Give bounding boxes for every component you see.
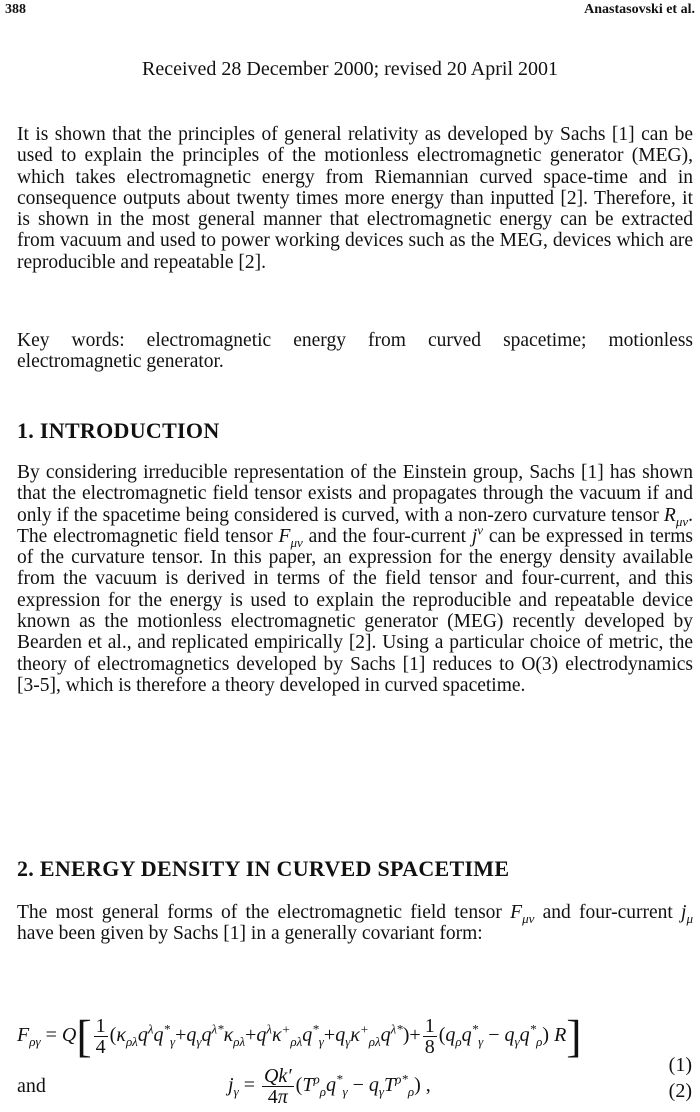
energy-text-3: have been given by Sachs [1] in a generally covariant form: <box>17 923 483 945</box>
intro-text-2: . The electromagnetic field tensor <box>17 504 693 547</box>
energy-text-1: The most general forms of the electromagnetic field tensor <box>17 902 511 923</box>
received-dates: Received 28 December 2000; revised 20 April 2001 <box>142 58 558 80</box>
and-connector: and <box>17 1075 46 1097</box>
page-number: 388 <box>5 2 26 17</box>
energy-text-2: and four-current <box>534 902 682 923</box>
equation-2-expression: $j_\gamma$ = $\frac{Qk'}{4\pi}$ $(T^\rho_\rho q^*_\gamma - q_\gamma T^{\rho*}_\rho)$ , <box>228 1065 431 1108</box>
abstract-paragraph: It is shown that the principles of general relativity as developed by Sachs [1] can be used to explain the principles of the motionless electromagnetic generator (MEG), which takes electromagnetic energy from Riemannian curved space-time and in consequence outputs about twenty times more energy than inputted [2]. Therefore, it is shown in the most general manner that electromagnetic energy can be extracted from vacuum and used to power working devices such as the MEG, devices which are reproducible and repeatable [2]. <box>17 124 693 273</box>
introduction-paragraph <box>17 462 693 696</box>
page-header <box>5 2 695 22</box>
equation-1 <box>0 1006 700 1076</box>
intro-text-3: and the four-current <box>302 525 472 547</box>
intro-text-4: can be expressed in terms of the curvature tensor. In this paper, an expression for the energy density available from the vacuum is derived in terms of the field tensor and four-current, and this expression for the energy is used to explain the reproducible and repeatable device known as the motionless electromagnetic generator (MEG) recently developed by Bearden et al., and replicated empirically [2]. Using a particular choice of metric, the theory of electromagnetics developed by Sachs [1] reduces to O(3) electrodynamics [3-5], which is therefore a theory developed in curved spacetime. <box>17 525 694 696</box>
running-head: Anastasovski et al. <box>584 2 695 17</box>
abstract <box>17 124 693 273</box>
curvature-tensor-symbol: $R_{\mu\nu}$ <box>663 504 689 529</box>
four-current-symbol: $j^\nu$ <box>471 522 484 547</box>
keywords-paragraph: Key words: electromagnetic energy from curved spacetime; motionless electromagnetic generator. <box>17 330 693 373</box>
energy-density-paragraph <box>17 902 693 945</box>
section-heading-energy-density: 2. ENERGY DENSITY IN CURVED SPACETIME <box>17 856 510 881</box>
keywords <box>17 330 693 373</box>
intro-text-1: By considering irreducible representation of the Einstein group, Sachs [1] has shown that the electromagnetic field tensor exists and propagates through the vacuum if and only if the spacetime being considered is curved, with a non-zero curvature tensor <box>17 462 693 526</box>
equation-2 <box>0 1062 700 1112</box>
equation-2-number: (2) <box>668 1080 692 1102</box>
equation-1-number: (1) <box>668 1054 692 1076</box>
field-tensor-symbol: $F_{\mu\nu}$ <box>510 902 535 926</box>
equation-1-expression: $F_{\rho\gamma} = Q$[ $\frac{1}{4}$ $(\kappa_{\rho\lambda}q^\lambda q^*_\gamma+q_\gamma q^{\lambda*}\kappa_{\rho\lambda}+q^\lambda\kappa^+_{\rho\lambda}q^*_\gamma+q_\gamma\kappa^+_{\rho\lambda}q^{\lambda*})+$ $\frac{1}{8}$ $(q_\rho q^*_\gamma - q_\gamma q^*_\rho)$ R] <box>17 1010 582 1062</box>
field-tensor-symbol: $F_{\mu\nu}$ <box>278 525 303 550</box>
section-heading-introduction: 1. INTRODUCTION <box>17 418 220 443</box>
four-current-symbol: $j_\mu$ <box>681 902 693 926</box>
